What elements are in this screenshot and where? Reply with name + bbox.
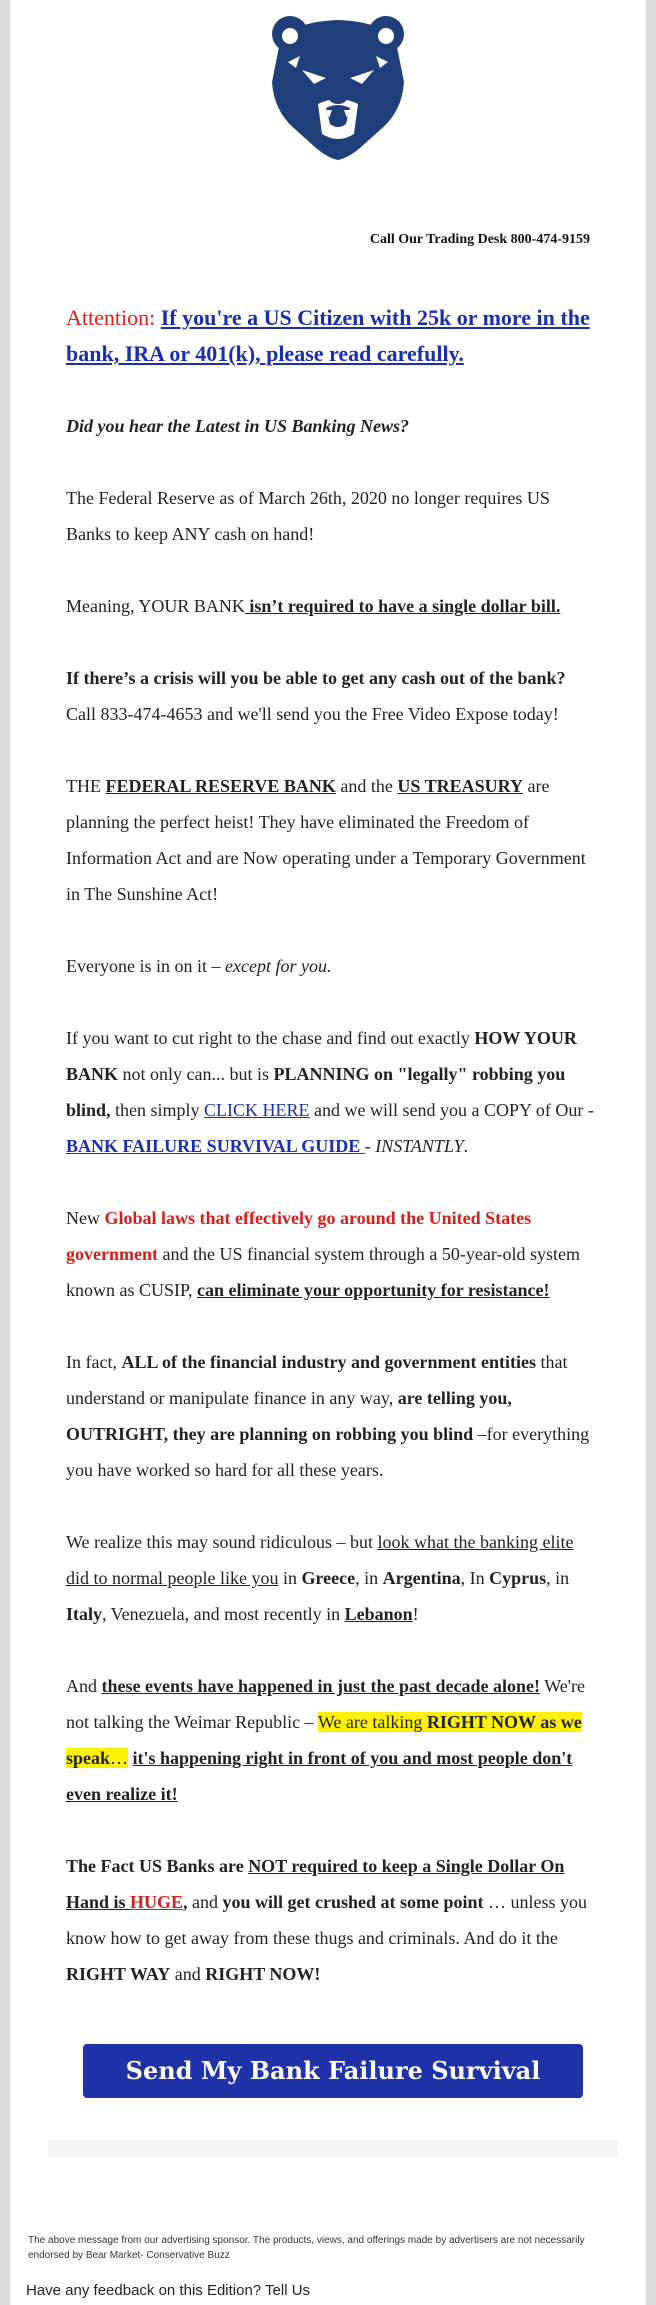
survival-guide-link[interactable]: BANK FAILURE SURVIVAL GUIDE bbox=[66, 1136, 365, 1156]
paragraph-meaning: Meaning, YOUR BANK isn’t required to have a single dollar bill. bbox=[66, 596, 561, 616]
article-body bbox=[66, 300, 596, 2028]
attention-paragraph bbox=[66, 300, 596, 372]
send-survival-guide-button[interactable]: Send My Bank Failure Survival Guide bbox=[83, 2044, 583, 2098]
attention-label: Attention: bbox=[66, 305, 156, 330]
paragraph-in-fact: In fact, ALL of the financial industry and government entities that understand or manipulate finance in any way, are telling you, OUTRIGHT, they are planning on robbing you blind –for everything you have worked so hard for all these years. bbox=[66, 1352, 590, 1480]
click-here-link[interactable]: CLICK HERE bbox=[204, 1100, 310, 1120]
feedback-link[interactable] bbox=[26, 2282, 646, 2299]
feedback-text: Have any feedback on this Edition? Tell Us bbox=[26, 2282, 311, 2299]
paragraph-fact: The Fact US Banks are NOT required to keep a Single Dollar On Hand is HUGE, and you will get crushed at some point … unless you know how to get away from these thugs and criminals. And do it the RIGHT WAY and RIGHT NOW! bbox=[66, 1856, 588, 1984]
paragraph-banking-news: Did you hear the Latest in US Banking News? bbox=[66, 416, 410, 436]
bear-logo-icon bbox=[268, 12, 408, 160]
us-citizen-link[interactable]: If you're a US Citizen with 25k or more in the bank, IRA or 401(k), please read carefully. bbox=[66, 305, 590, 366]
sponsor-disclaimer: The above message from our advertising sponsor. The products, views, and offerings made by advertisers are not necessarily endorsed by Bear Market- Conservative Buzz bbox=[28, 2235, 585, 2261]
paragraph-everyone: Everyone is in on it – except for you. bbox=[66, 956, 332, 976]
paragraph-federal-reserve: The Federal Reserve as of March 26th, 2020 no longer requires US Banks to keep ANY cash on hand! bbox=[66, 488, 550, 544]
paragraph-ridiculous: We realize this may sound ridiculous – but look what the banking elite did to normal people like you in Greece, in Argentina, In Cyprus, in Italy, Venezuela, and most recently in Lebanon! bbox=[66, 1532, 574, 1624]
email-card bbox=[10, 0, 646, 2305]
paragraph-events: And these events have happened in just the past decade alone! We're not talking the Weimar Republic – We are talking RIGHT NOW as we speak… it's happening right in front of you and most people don't even realize it! bbox=[66, 1676, 585, 1804]
paragraph-crisis: If there’s a crisis will you be able to get any cash out of the bank? Call 833-474-4653 and we'll send you the Free Video Expose today! bbox=[66, 668, 566, 724]
paragraph-heist: THE FEDERAL RESERVE BANK and the US TREASURY are planning the perfect heist! They have eliminated the Freedom of Information Act and are Now operating under a Temporary Government in The Sunshine Act! bbox=[66, 776, 586, 904]
paragraph-chase: If you want to cut right to the chase and find out exactly HOW YOUR BANK not only can... but is PLANNING on "legally" robbing you blind, then simply CLICK HERE and we will send you a COPY of Our - BANK FAILURE SURVIVAL GUIDE - INSTANTLY. bbox=[66, 1028, 594, 1156]
footer-divider bbox=[48, 2140, 618, 2158]
paragraph-global-laws: New Global laws that effectively go around the United States government and the US financial system through a 50-year-old system known as CUSIP, can eliminate your opportunity for resistance! bbox=[66, 1208, 581, 1300]
trading-desk-phone: Call Our Trading Desk 800-474-9159 bbox=[369, 232, 590, 247]
